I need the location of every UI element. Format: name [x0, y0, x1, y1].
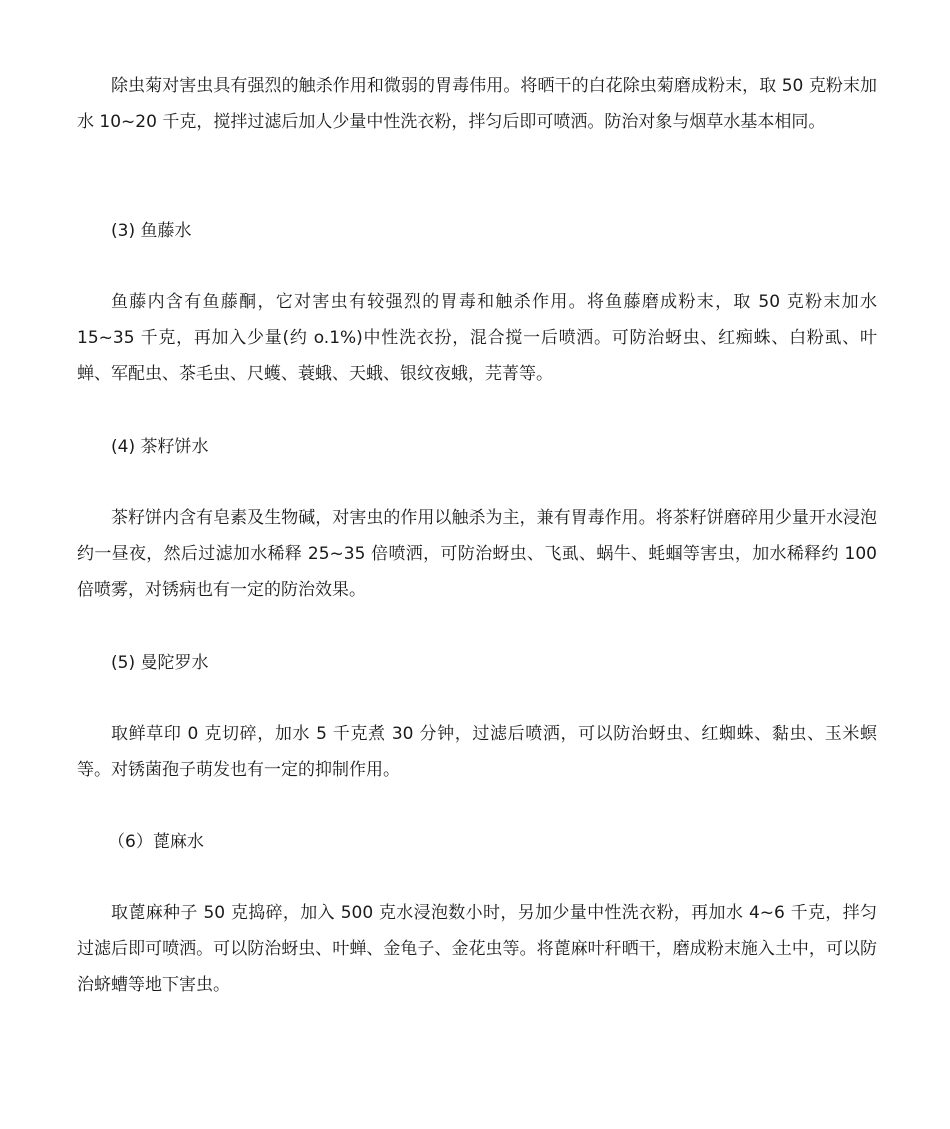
section-heading-castor-water: （6）蓖麻水: [108, 832, 204, 852]
paragraph-castor: 取蓖麻种子 50 克捣碎，加入 500 克水浸泡数小时，另加少量中性洗衣粉，再加水 4~6 千克，拌匀过滤后即可喷洒。可以防治蚜虫、叶蝉、金龟子、金花虫等。将蓖麻叶秆晒干，磨成粉末施入土中，可以防治蛴螬等地下害虫。: [77, 903, 877, 995]
paragraph-tea-seed-cake: 茶籽饼内含有皂素及生物碱，对害虫的作用以触杀为主，兼有胃毒作用。将茶籽饼磨碎用少量开水浸泡约一昼夜，然后过滤加水稀释 25~35 倍喷洒，可防治蚜虫、飞虱、蜗牛、蚝蝈等害虫，加水稀释约 100 倍喷雾，对锈病也有一定的防治效果。: [77, 508, 877, 600]
paragraph-derris: 鱼藤内含有鱼藤酮，它对害虫有较强烈的胃毒和触杀作用。将鱼藤磨成粉末，取 50 克粉末加水 15~35 千克，再加入少量(约 o.1%)中性洗衣扮，混合搅一后喷洒。可防治蚜虫、红痴蛛、白粉虱、叶蝉、军配虫、茶毛虫、尺蠖、蓑蛾、天蛾、银纹夜蛾，芫菁等。: [77, 292, 877, 384]
paragraph-pyrethrum: 除虫菊对害虫具有强烈的触杀作用和微弱的胃毒伟用。将晒干的白花除虫菊磨成粉末，取 50 克粉末加水 10~20 千克，搅拌过滤后加人少量中性洗衣粉，拌匀后即可喷洒。防治对象与烟草水基本相同。: [77, 76, 877, 132]
section-heading-derris-water: (3) 鱼藤水: [111, 221, 192, 241]
section-heading-datura-water: (5) 曼陀罗水: [111, 653, 209, 673]
paragraph-datura: 取鲜草印 0 克切碎，加水 5 千克煮 30 分钟，过滤后喷洒，可以防治蚜虫、红蜘蛛、黏虫、玉米螟等。对锈菌孢子萌发也有一定的抑制作用。: [77, 724, 877, 780]
section-heading-tea-seed-cake-water: (4) 茶籽饼水: [111, 437, 209, 457]
